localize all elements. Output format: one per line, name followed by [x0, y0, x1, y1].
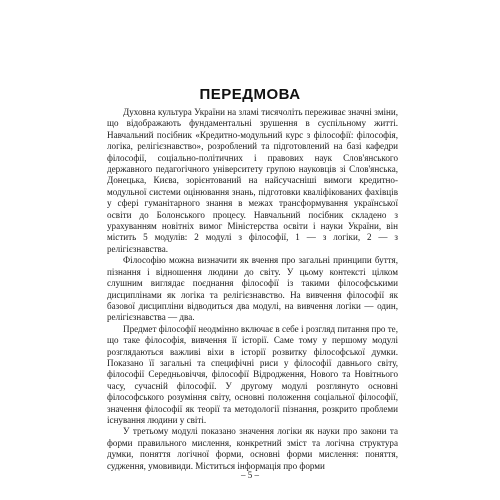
- page-heading: ПЕРЕДМОВА: [199, 86, 301, 103]
- paragraph-1: Духовна культура України на зламі тисячоліть переживає значні зміни, що відображають фундаментальні зрушення в суспільному житті. Навчальний посібник «Кредитно-модульний курс з філософії: філософія, логіка, релігієзнавство», розроблений та підготовлений на базі кафедри філософії, соціально-політичних і правових наук Слов'янського державного педагогічного університету групою науковців зі Слов'янська, Донецька, Києва, зорієнтований на найсучасніші вимоги кредитно-модульної системи оцінювання знань, підготовки кваліфікованих фахівців у сфері гуманітарного знання в межах трансформування української освіти до Болонського процесу. Навчальний посібник складено з урахуванням новітніх вимог Міністерства освіти і науки України, він містить 5 модулів: 2 модулі з філософії, 1 — з логіки, 2 — з релігієзнавства.: [107, 107, 398, 254]
- paragraph-4: У третьому модулі показано значення логіки як науки про закони та форми правильного мислення, конкретний зміст та логічна структура думки, поняття логічної форми, основні форми мислення: поняття, судження, умовивиди. Міститься інформація про форми: [107, 426, 398, 471]
- page-number: – 5 –: [241, 470, 259, 480]
- paragraph-3: Предмет філософії неодмінно включає в себе і розгляд питання про те, що таке філософія, вивчення її історії. Саме тому у першому модулі розглядаються важливі віхи в історії розвитку філософської думки. Показано її загальні та специфічні риси у філософії давнього світу, філософії Середньовіччя, філософії Відродження, Нового та Новітнього часу, сучасній філософії. У другому модулі розглянуто основні філософського розуміння світу, основні положення соціальної філософії, значення філософії як теорії та методології пізнання, розкрито проблеми існування людини у світі.: [107, 323, 398, 425]
- body-text: [107, 107, 398, 472]
- paragraph-2: Філософію можна визначити як вчення про загальні принципи буття, пізнання і відношення людини до світу. У цьому контексті цілком слушним виглядає поєднання філософії із такими філософськими дисциплінами як логіка та релігієзнавство. На вивчення філософії як базової дисципліни відводиться два модулі, на вивчення логіки — один, релігієзнавства — два.: [107, 255, 398, 323]
